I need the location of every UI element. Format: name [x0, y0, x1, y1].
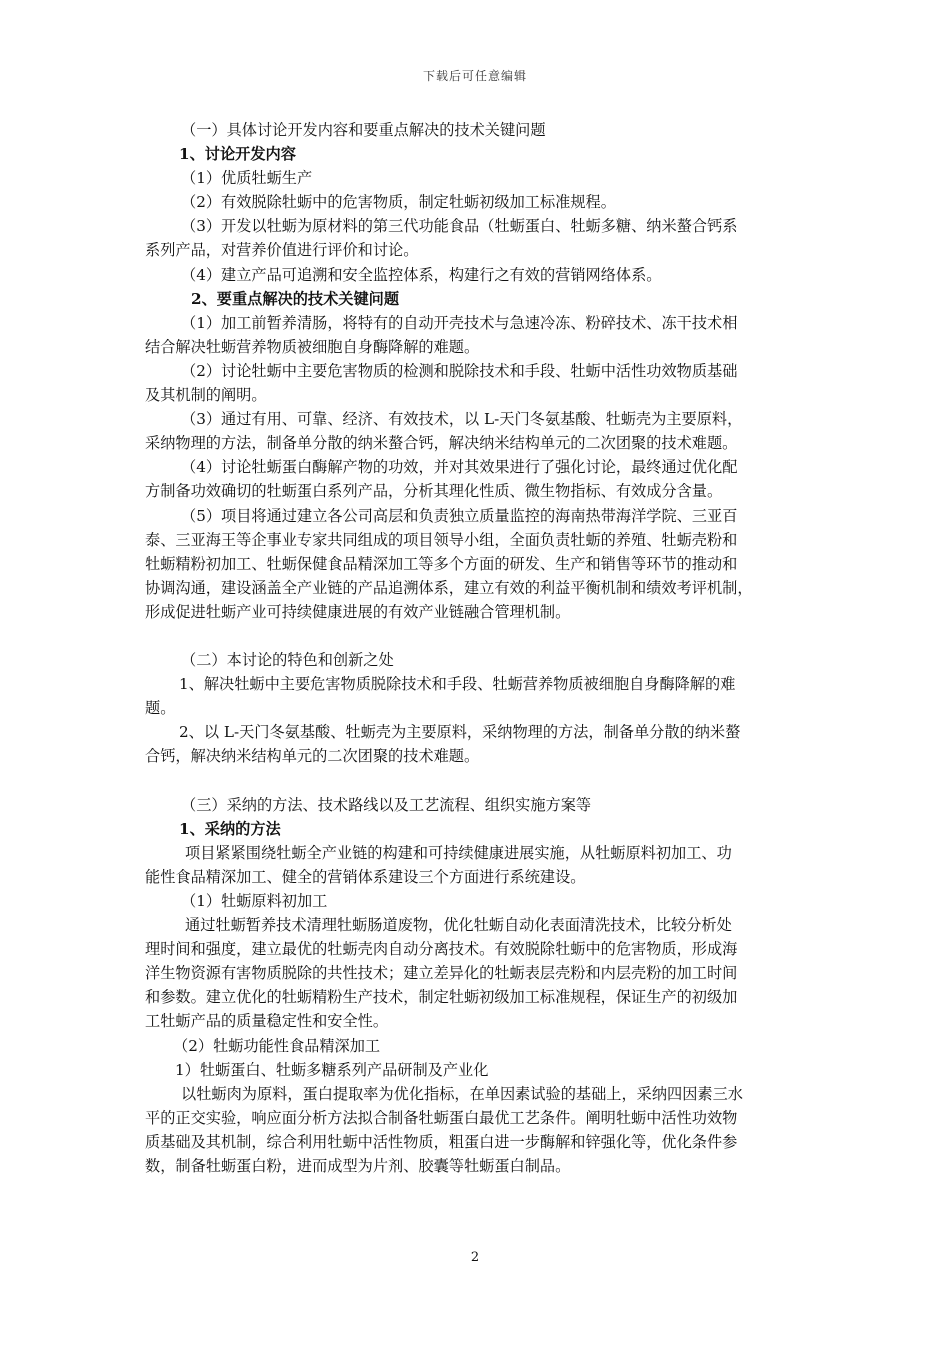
text-line: 采纳物理的方法，制备单分散的纳米螯合钙，解决纳米结构单元的二次团聚的技术难题。 [145, 434, 738, 453]
text-line: （三）采纳的方法、技术路线以及工艺流程、组织实施方案等 [181, 795, 592, 814]
text-line: （4）建立产品可追溯和安全监控体系，构建行之有效的营销网络体系。 [181, 265, 662, 284]
text-line: 工牡蛎产品的质量稳定性和安全性。 [145, 1012, 388, 1031]
text-line: 通过牡蛎暂养技术清理牡蛎肠道废物，优化牡蛎自动化表面清洗技术，比较分析处 [185, 916, 732, 935]
document-body [145, 118, 810, 1178]
text-line: 数，制备牡蛎蛋白粉，进而成型为片剂、胶囊等牡蛎蛋白制品。 [145, 1157, 571, 1176]
text-line: 泰、三亚海王等企事业专家共同组成的项目领导小组，全面负责牡蛎的养殖、牡蛎壳粉和 [145, 530, 738, 549]
text-line: （3）开发以牡蛎为原材料的第三代功能食品（牡蛎蛋白、牡蛎多糖、纳米螯合钙系 [181, 217, 738, 236]
text-line: 洋生物资源有害物质脱除的共性技术；建立差异化的牡蛎表层壳粉和内层壳粉的加工时间 [145, 964, 738, 983]
text-line: （2）牡蛎功能性食品精深加工 [173, 1036, 381, 1055]
blank-line [145, 769, 810, 793]
text-line: （2）有效脱除牡蛎中的危害物质，制定牡蛎初级加工标准规程。 [181, 193, 616, 212]
section-heading: 2、要重点解决的技术关键问题 [191, 289, 400, 308]
text-line: （二）本讨论的特色和创新之处 [181, 651, 394, 670]
text-line: （1）优质牡蛎生产 [181, 169, 313, 188]
text-line: 及其机制的阐明。 [145, 386, 267, 405]
text-line: 理时间和强度，建立最优的牡蛎壳肉自动分离技术。有效脱除牡蛎中的危害物质，形成海 [145, 940, 738, 959]
text-line: 质基础及其机制，综合利用牡蛎中活性物质，粗蛋白进一步酶解和锌强化等，优化条件参 [145, 1132, 738, 1151]
text-line: 和参数。建立优化的牡蛎精粉生产技术，制定牡蛎初级加工标准规程，保证生产的初级加 [145, 988, 738, 1007]
text-line: 题。 [145, 699, 176, 718]
page-number: 2 [470, 1250, 480, 1265]
text-line: 系列产品，对营养价值进行评价和讨论。 [145, 241, 419, 260]
text-line: 协调沟通，建设涵盖全产业链的产品追溯体系，建立有效的利益平衡机制和绩效考评机制， [145, 578, 753, 597]
blank-line [145, 624, 810, 648]
section-heading: 1、讨论开发内容 [179, 145, 296, 164]
text-line: 以牡蛎肉为原料，蛋白提取率为优化指标，在单因素试验的基础上，采纳四因素三水 [181, 1084, 743, 1103]
text-line: （5）项目将通过建立各公司高层和负责独立质量监控的海南热带海洋学院、三亚百 [181, 506, 738, 525]
text-line: 2、以 L-天门冬氨基酸、牡蛎壳为主要原料，采纳物理的方法，制备单分散的纳米螯 [179, 723, 741, 742]
text-line: （3）通过有用、可靠、经济、有效技术，以 L-天门冬氨基酸、牡蛎壳为主要原料， [181, 410, 743, 429]
text-line: 项目紧紧围绕牡蛎全产业链的构建和可持续健康进展实施，从牡蛎原料初加工、功 [185, 843, 732, 862]
text-line: （2）讨论牡蛎中主要危害物质的检测和脱除技术和手段、牡蛎中活性功效物质基础 [181, 361, 738, 380]
text-line: （一）具体讨论开发内容和要重点解决的技术关键问题 [181, 121, 546, 139]
text-line: 合钙，解决纳米结构单元的二次团聚的技术难题。 [145, 747, 480, 766]
text-line: 方制备功效确切的牡蛎蛋白系列产品，分析其理化性质、微生物指标、有效成分含量。 [145, 482, 723, 501]
text-line: （4）讨论牡蛎蛋白酶解产物的功效，并对其效果进行了强化讨论，最终通过优化配 [181, 458, 738, 477]
text-line: 能性食品精深加工、健全的营销体系建设三个方面进行系统建设。 [145, 867, 586, 886]
text-line: 牡蛎精粉初加工、牡蛎保健食品精深加工等多个方面的研发、生产和销售等环节的推动和 [145, 554, 738, 573]
text-line: （1）加工前暂养清肠，将特有的自动开壳技术与急速冷冻、粉碎技术、冻干技术相 [181, 313, 738, 332]
text-line: 结合解决牡蛎营养物质被细胞自身酶降解的难题。 [145, 337, 480, 356]
page-header: 下载后可任意编辑 [422, 69, 527, 83]
text-line: 平的正交实验，响应面分析方法拟合制备牡蛎蛋白最优工艺条件。阐明牡蛎中活性功效物 [145, 1108, 738, 1127]
text-line: 1、解决牡蛎中主要危害物质脱除技术和手段、牡蛎营养物质被细胞自身酶降解的难 [179, 675, 736, 694]
text-line: 1）牡蛎蛋白、牡蛎多糖系列产品研制及产业化 [175, 1060, 489, 1079]
section-heading: 1、采纳的方法 [179, 819, 281, 838]
text-line: 形成促进牡蛎产业可持续健康进展的有效产业链融合管理机制。 [145, 602, 571, 621]
text-line: （1）牡蛎原料初加工 [181, 892, 328, 910]
